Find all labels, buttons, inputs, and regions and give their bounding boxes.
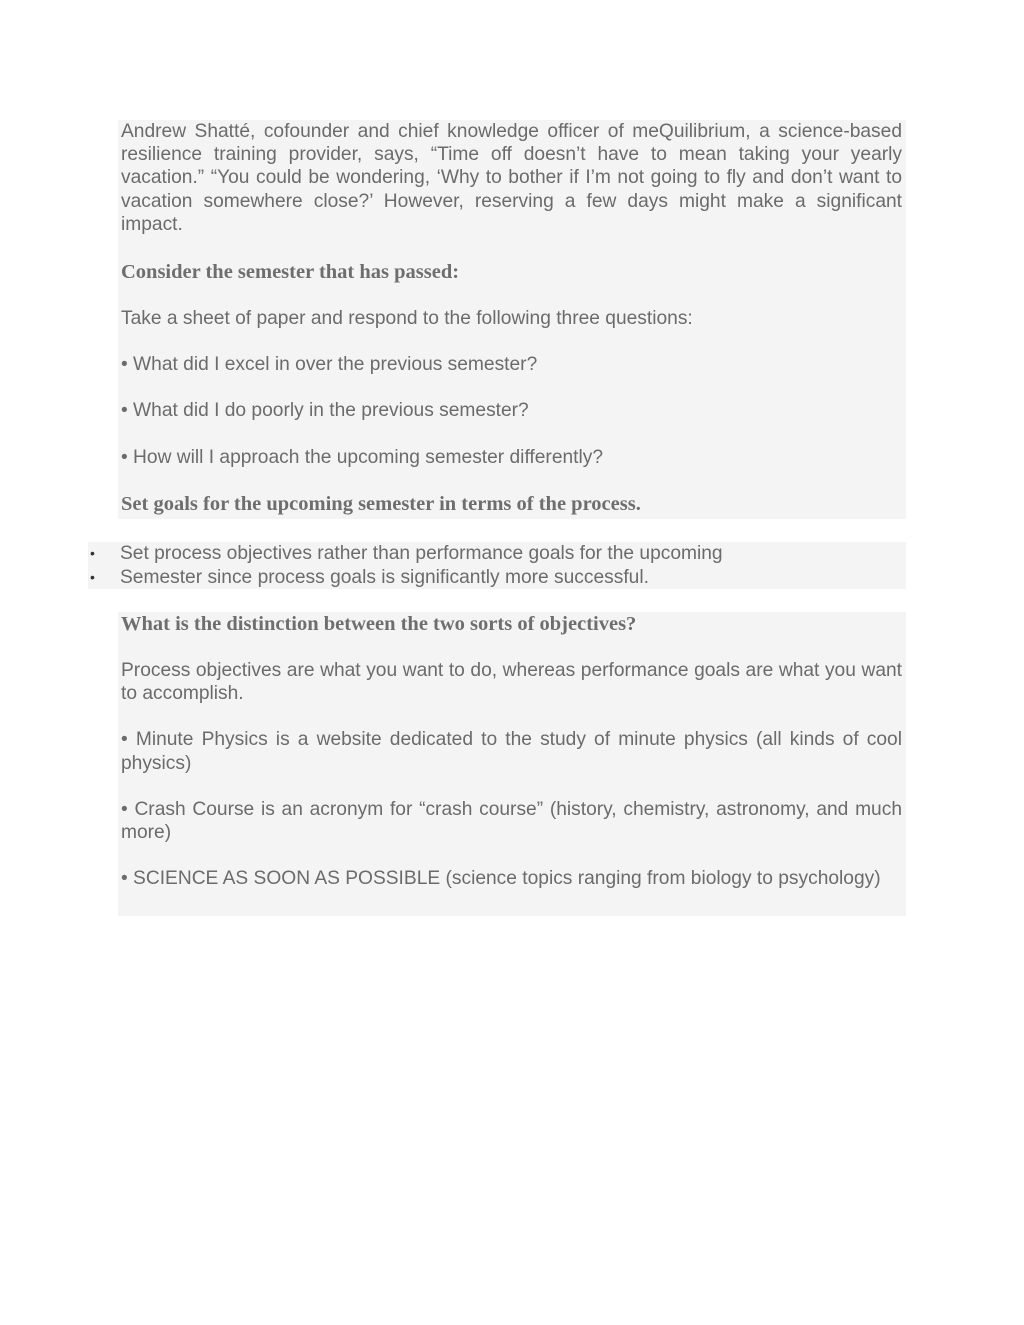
section-reflection: [118, 120, 906, 519]
list-item: [88, 542, 906, 566]
definition-paragraph: Process objectives are what you want to do, whereas performance goals are what you want to accomplish.: [121, 660, 902, 705]
prompt-paragraph: Take a sheet of paper and respond to the following three questions:: [121, 308, 693, 330]
question-item: • What did I excel in over the previous semester?: [121, 354, 538, 376]
heading-consider-semester: Consider the semester that has passed:: [121, 261, 460, 284]
question-item: • How will I approach the upcoming semester differently?: [121, 446, 604, 468]
list-item-text: Semester since process goals is significantly more successful.: [120, 566, 649, 588]
process-goals-list: [88, 542, 906, 589]
resource-item: • Minute Physics is a website dedicated to the study of minute physics (all kinds of cool physics): [121, 729, 902, 774]
list-item: [88, 566, 906, 590]
list-item-text: Set process objectives rather than performance goals for the upcoming: [120, 543, 723, 564]
bullet-icon: •: [90, 568, 95, 585]
heading-set-goals: Set goals for the upcoming semester in terms of the process.: [121, 492, 641, 515]
resource-item: • Crash Course is an acronym for “crash course” (history, chemistry, astronomy, and much more): [121, 798, 902, 844]
bullet-icon: •: [90, 545, 95, 561]
resource-item: • SCIENCE AS SOON AS POSSIBLE (science topics ranging from biology to psychology): [121, 868, 881, 890]
section-distinction: [118, 612, 906, 916]
question-item: • What did I do poorly in the previous semester?: [121, 400, 529, 422]
heading-distinction: What is the distinction between the two sorts of objectives?: [121, 613, 637, 635]
intro-paragraph: Andrew Shatté, cofounder and chief knowledge officer of meQuilibrium, a science-based resilience training provider, says, “Time off doesn’t have to mean taking your yearly vacation.” “You could be wondering, ‘Why to bother if I’m not going to fly and don’t want to vacation somewhere close?’ However, reserving a few days might make a significant impact.: [121, 121, 902, 235]
